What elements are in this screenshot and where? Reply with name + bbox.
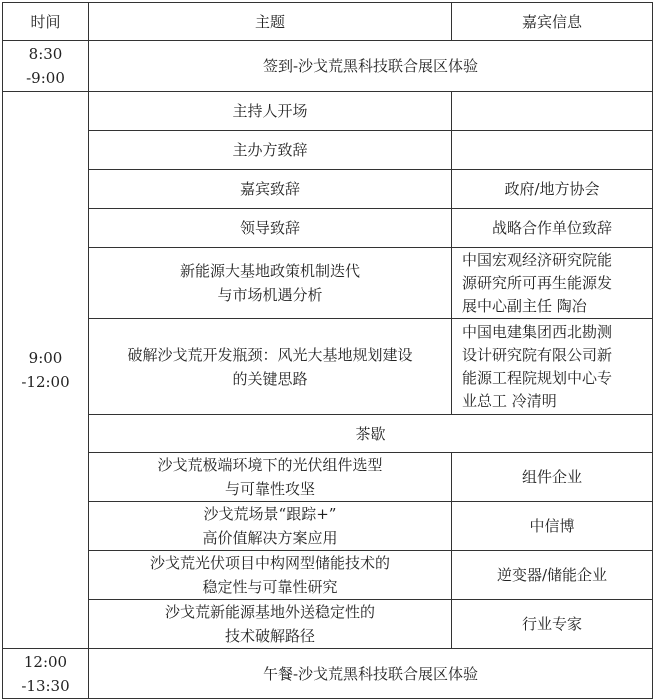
breakthrough-topic bbox=[89, 319, 452, 415]
pv-module-row bbox=[3, 453, 653, 502]
tracker-topic bbox=[89, 502, 452, 551]
policy-topic-line1: 新能源大基地政策机制迭代 bbox=[179, 262, 360, 280]
tracker-guest: 中信博 bbox=[452, 502, 653, 551]
pv-module-topic-line2: 与可靠性攻坚 bbox=[224, 480, 315, 498]
pv-module-topic-line1: 沙戈荒极端环境下的光伏组件选型 bbox=[157, 456, 383, 474]
lunch-time-end: -13:30 bbox=[21, 676, 70, 695]
schedule-table bbox=[2, 2, 653, 699]
breakthrough-guest-line2: 设计研究院有限公司新 bbox=[462, 345, 613, 364]
breakthrough-guest-line1: 中国电建集团西北勘测 bbox=[462, 322, 613, 341]
pv-module-topic bbox=[89, 453, 452, 502]
host-guest bbox=[452, 92, 653, 131]
checkin-time-start: 8:30 bbox=[28, 45, 63, 63]
pv-module-guest: 组件企业 bbox=[452, 453, 653, 502]
transmission-topic-line1: 沙戈荒新能源基地外送稳定性的 bbox=[164, 603, 375, 621]
checkin-row bbox=[3, 41, 653, 92]
breakthrough-row bbox=[3, 319, 653, 415]
storage-guest: 逆变器/储能企业 bbox=[452, 551, 653, 600]
morning-time-end: -12:00 bbox=[21, 373, 70, 391]
tracker-topic-line2: 高价值解决方案应用 bbox=[202, 529, 338, 547]
organizer-guest bbox=[452, 131, 653, 170]
checkin-time bbox=[3, 41, 89, 92]
leader-topic: 领导致辞 bbox=[89, 209, 452, 248]
header-time: 时间 bbox=[3, 3, 89, 41]
transmission-guest: 行业专家 bbox=[452, 600, 653, 649]
breakthrough-topic-line2: 的关键思路 bbox=[232, 369, 308, 388]
morning-time bbox=[3, 92, 89, 649]
organizer-row bbox=[3, 131, 653, 170]
breakthrough-topic-line1: 破解沙戈荒开发瓶颈：风光大基地规划建设 bbox=[127, 345, 413, 364]
policy-guest-line3: 展中心副主任 陶冶 bbox=[462, 296, 587, 315]
storage-topic-line2: 稳定性与可靠性研究 bbox=[202, 578, 338, 596]
lunch-topic: 午餐-沙戈荒黑科技联合展区体验 bbox=[89, 649, 653, 699]
header-row bbox=[3, 3, 653, 41]
leader-guest: 战略合作单位致辞 bbox=[452, 209, 653, 248]
checkin-topic: 签到-沙戈荒黑科技联合展区体验 bbox=[89, 41, 653, 92]
policy-topic-line2: 与市场机遇分析 bbox=[217, 286, 323, 304]
storage-topic bbox=[89, 551, 452, 600]
breakthrough-guest-line4: 业总工 冷清明 bbox=[462, 391, 557, 410]
breakthrough-guest bbox=[452, 319, 653, 415]
policy-guest bbox=[452, 248, 653, 319]
tracker-topic-line1: 沙戈荒场景“跟踪+” bbox=[203, 505, 337, 523]
policy-guest-line2: 源研究所可再生能源发 bbox=[462, 273, 613, 292]
storage-topic-line1: 沙戈荒光伏项目中构网型储能技术的 bbox=[149, 554, 390, 572]
transmission-row bbox=[3, 600, 653, 649]
host-topic: 主持人开场 bbox=[89, 92, 452, 131]
lunch-time-start: 12:00 bbox=[23, 652, 68, 671]
tracker-row bbox=[3, 502, 653, 551]
guest-speech-row bbox=[3, 170, 653, 209]
policy-topic bbox=[89, 248, 452, 319]
breakthrough-guest-line3: 能源工程院规划中心专 bbox=[462, 368, 613, 387]
policy-row bbox=[3, 248, 653, 319]
transmission-topic bbox=[89, 600, 452, 649]
tea-topic: 茶歇 bbox=[89, 415, 653, 453]
host-row bbox=[3, 92, 653, 131]
policy-guest-line1: 中国宏观经济研究院能 bbox=[462, 250, 613, 269]
header-topic: 主题 bbox=[89, 3, 452, 41]
transmission-topic-line2: 技术破解路径 bbox=[224, 627, 315, 645]
guest-speech-guest: 政府/地方协会 bbox=[452, 170, 653, 209]
checkin-time-end: -9:00 bbox=[26, 69, 65, 87]
tea-row bbox=[3, 415, 653, 453]
organizer-topic: 主办方致辞 bbox=[89, 131, 452, 170]
lunch-time bbox=[3, 649, 89, 699]
morning-time-start: 9:00 bbox=[28, 349, 63, 367]
leader-row bbox=[3, 209, 653, 248]
guest-speech-topic: 嘉宾致辞 bbox=[89, 170, 452, 209]
storage-row bbox=[3, 551, 653, 600]
header-guest: 嘉宾信息 bbox=[452, 3, 653, 41]
lunch-row bbox=[3, 649, 653, 699]
